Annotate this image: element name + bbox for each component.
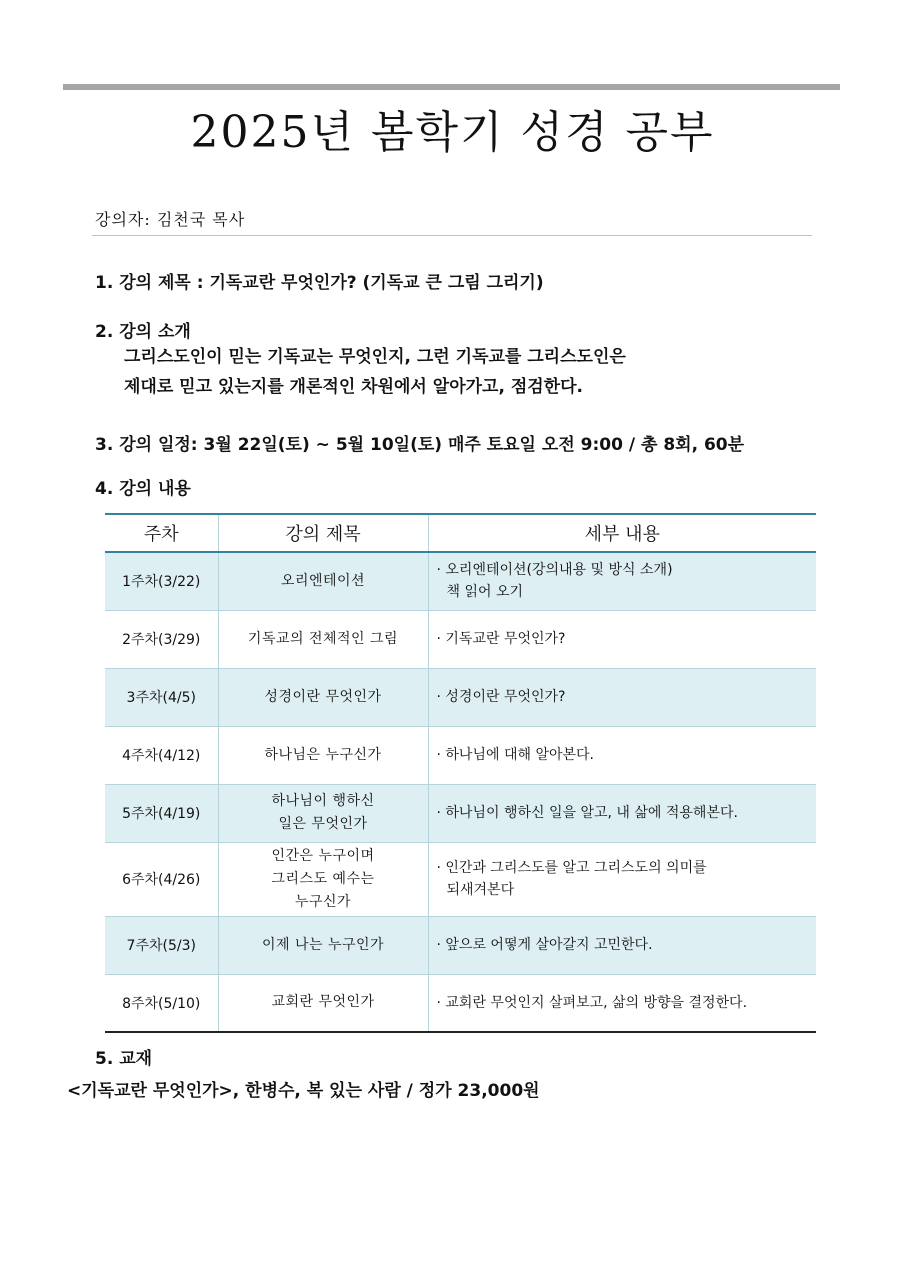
section-schedule: 3. 강의 일정: 3월 22일(토) ~ 5월 10일(토) 매주 토요일 오전 9:00 / 총 8회, 60분: [95, 435, 745, 455]
week-cell: 8주차(5/10): [105, 974, 218, 1032]
section-intro-heading: 2. 강의 소개: [95, 322, 191, 342]
title-line: 오리엔테이션: [280, 572, 366, 589]
detail-line: · 성경이란 무엇인가?: [436, 689, 566, 705]
header-detail: 세부 내용: [428, 514, 816, 552]
detail-cell: [428, 842, 816, 916]
title-line: 기독교의 전체적인 그림: [247, 630, 399, 647]
title-line: 이제 나는 누구인가: [261, 936, 385, 953]
table-header-row: [105, 514, 816, 552]
table-row: [105, 552, 816, 610]
detail-line: · 앞으로 어떻게 살아갈지 고민한다.: [436, 937, 653, 953]
section-course-title: 1. 강의 제목 : 기독교란 무엇인가? (기독교 큰 그림 그리기): [95, 273, 544, 293]
title-line: 인간은 누구이며: [271, 847, 375, 864]
detail-cell: [428, 668, 816, 726]
week-cell: 2주차(3/29): [105, 610, 218, 668]
title-line: 교회란 무엇인가: [271, 994, 375, 1011]
header-week: 주차: [105, 514, 218, 552]
week-cell: 1주차(3/22): [105, 552, 218, 610]
table-row: [105, 726, 816, 784]
table-row: [105, 974, 816, 1032]
title-cell: [218, 842, 428, 916]
title-cell: [218, 916, 428, 974]
header-title: 강의 제목: [218, 514, 428, 552]
table-row: [105, 668, 816, 726]
detail-cell: [428, 552, 816, 610]
week-cell: 4주차(4/12): [105, 726, 218, 784]
textbook-info: <기독교란 무엇인가>, 한병수, 복 있는 사람 / 정가 23,000원: [67, 1081, 540, 1101]
detail-line: · 하나님에 대해 알아본다.: [436, 747, 594, 763]
table-row: [105, 784, 816, 842]
week-cell: 3주차(4/5): [105, 668, 218, 726]
divider: [92, 235, 812, 236]
title-line: 그리스도 예수는: [271, 870, 375, 887]
title-cell: [218, 784, 428, 842]
section-contents-heading: 4. 강의 내용: [95, 479, 191, 499]
title-cell: [218, 974, 428, 1032]
title-line: 하나님이 행하신: [271, 793, 375, 809]
detail-line: 되새겨본다: [446, 882, 515, 898]
detail-cell: [428, 784, 816, 842]
detail-line: · 교회란 무엇인지 살펴보고, 삶의 방향을 결정한다.: [436, 994, 748, 1011]
title-line: 성경이란 무엇인가: [264, 688, 382, 705]
detail-line: 책 읽어 오기: [446, 584, 524, 601]
section-intro-line2: 제대로 믿고 있는지를 개론적인 차원에서 알아가고, 점검한다.: [124, 377, 583, 397]
week-cell: 5주차(4/19): [105, 784, 218, 842]
week-cell: 7주차(5/3): [105, 916, 218, 974]
detail-line: · 오리엔테이션(강의내용 및 방식 소개): [436, 562, 673, 579]
top-rule: [63, 84, 840, 90]
title-line: 하나님은 누구신가: [264, 746, 382, 763]
lecturer: 강의자: 김천국 목사: [95, 210, 246, 229]
title-line: 일은 무엇인가: [278, 816, 368, 832]
detail-cell: [428, 916, 816, 974]
title-cell: [218, 552, 428, 610]
detail-line: · 하나님이 행하신 일을 알고, 내 삶에 적용해본다.: [436, 805, 738, 821]
title-cell: [218, 610, 428, 668]
table-row: [105, 916, 816, 974]
page-title: 2025년 봄학기 성경 공부: [190, 107, 715, 158]
course-table: [105, 513, 816, 1033]
section-textbook-heading: 5. 교재: [95, 1049, 153, 1069]
detail-line: · 인간과 그리스도를 알고 그리스도의 의미를: [436, 860, 707, 876]
week-cell: 6주차(4/26): [105, 842, 218, 916]
detail-line: · 기독교란 무엇인가?: [436, 631, 566, 647]
title-cell: [218, 726, 428, 784]
table-row: [105, 610, 816, 668]
detail-cell: [428, 726, 816, 784]
detail-cell: [428, 610, 816, 668]
detail-cell: [428, 974, 816, 1032]
title-cell: [218, 668, 428, 726]
section-intro-line1: 그리스도인이 믿는 기독교는 무엇인지, 그런 기독교를 그리스도인은: [124, 347, 626, 367]
title-line: 누구신가: [294, 893, 352, 910]
table-row: [105, 842, 816, 916]
